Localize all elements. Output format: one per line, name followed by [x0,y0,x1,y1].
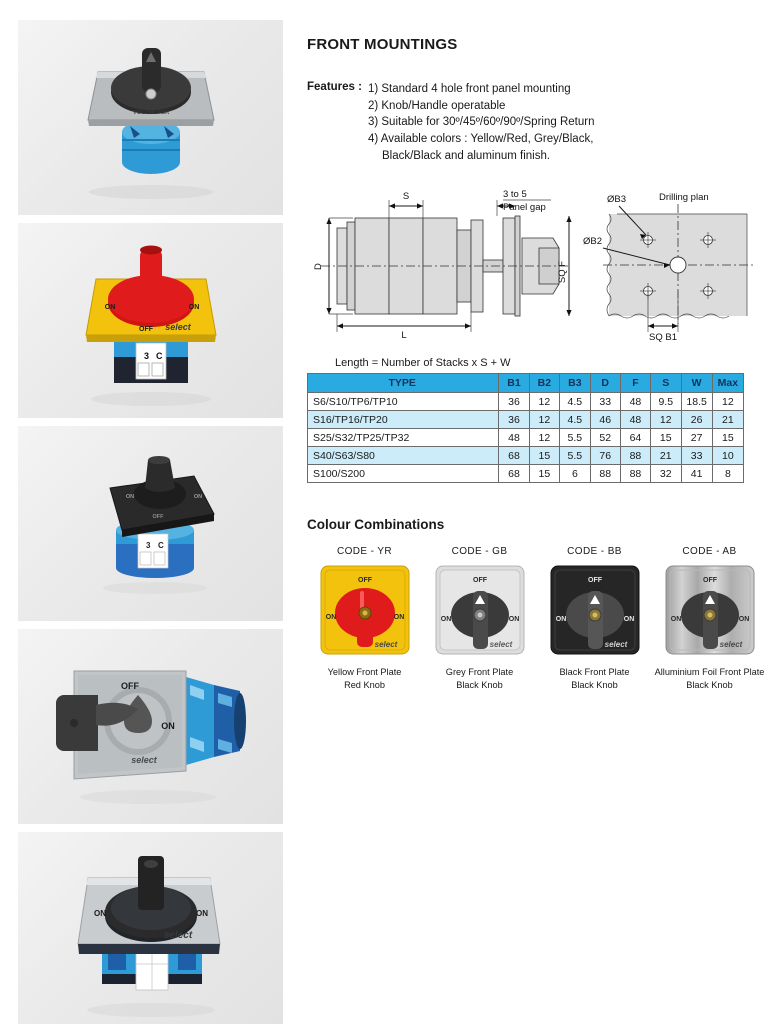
colour-combinations-row [307,546,767,691]
cell-b3: 4.5 [560,411,591,429]
svg-text:ON: ON [440,616,451,624]
svg-text:3: 3 [146,541,151,550]
colour-code-bb: CODE - BB [567,546,622,558]
svg-text:select: select [165,322,191,332]
feature-item-2: 2) Knob/Handle operatable [367,99,506,112]
cell-type: S16/TP16/TP20 [308,411,499,429]
features-list [368,81,595,164]
cell-d: 46 [590,411,620,429]
product-photo-4 [18,629,283,824]
colour-code-ab: CODE - AB [682,546,737,558]
svg-text:OFF: OFF [139,326,153,333]
product-photo-1 [18,20,283,215]
feature-item-1: 1) Standard 4 hole front panel mounting [367,83,571,95]
feature-item-4: 4) Available colors : Yellow/Red, Grey/Black, [367,133,594,146]
svg-text:ON: ON [325,614,336,622]
product-photo-5 [18,832,283,1024]
table-row [308,393,744,411]
cell-s: 21 [651,447,682,465]
cell-s: 32 [651,465,682,483]
cell-d: 33 [590,393,620,411]
col-header-d: D [590,374,620,393]
col-header-type: TYPE [308,374,499,393]
caption-line-1: Grey Front Plate [445,667,514,678]
cell-b3: 5.5 [560,429,591,447]
content-column [307,0,767,691]
table-row [308,429,744,447]
col-header-f: F [620,374,650,393]
svg-text:ON: ON [104,304,116,311]
colour-code-gb: CODE - GB [451,546,508,558]
cell-s: 9.5 [651,393,682,411]
product-photo-3 [18,426,283,621]
cell-type: S6/S10/TP6/TP10 [308,393,499,411]
colour-swatch-gb [433,563,527,657]
svg-text:3: 3 [144,351,150,361]
cell-max: 12 [712,393,743,411]
svg-text:ON: ON [738,616,749,624]
cell-d: 76 [590,447,620,465]
cell-s: 15 [651,429,682,447]
svg-text:ON: ON [193,494,203,500]
dim-label-b2: ØB2 [583,236,603,248]
cell-type: S25/S32/TP25/TP32 [308,429,499,447]
svg-text:select: select [604,640,627,650]
dim-label-d: D [313,263,324,271]
cell-w: 18.5 [681,393,712,411]
caption-line-2: Black Knob [456,679,503,690]
cell-max: 10 [712,447,743,465]
table-row [308,411,744,429]
dim-label-s: S [402,191,410,203]
cell-b2: 15 [529,465,559,483]
cell-f: 64 [620,429,650,447]
dim-label-panel-gap-top: 3 to 5 [503,189,527,201]
cell-f: 48 [620,411,650,429]
cell-w: 27 [681,429,712,447]
product-photo-column [18,20,283,1024]
cell-type: S100/S200 [308,465,499,483]
svg-text:select: select [374,640,397,650]
length-formula-note: Length = Number of Stacks x S + W [335,357,511,370]
caption-line-1: Yellow Front Plate [327,667,402,678]
colour-item-bb [537,546,652,691]
dim-label-b3: ØB3 [607,194,627,206]
cell-d: 52 [590,429,620,447]
col-header-b3: B3 [560,374,591,393]
svg-text:OFF: OFF [152,514,164,520]
cell-d: 88 [590,465,620,483]
cell-max: 15 [712,429,743,447]
cell-b3: 6 [560,465,591,483]
colour-item-yr [307,546,422,691]
cell-s: 12 [651,411,682,429]
col-header-max: Max [712,374,743,393]
svg-text:C: C [158,541,164,550]
svg-text:ON: ON [508,616,519,624]
table-header-row [308,374,744,393]
colour-item-ab [652,546,767,691]
cell-b2: 12 [529,429,559,447]
colour-swatch-bb [548,563,642,657]
caption-line-1: Black Front Plate [559,667,630,678]
cell-f: 88 [620,447,650,465]
colour-item-gb [422,546,537,691]
table-row [308,465,744,483]
svg-text:ON: ON [188,304,200,311]
svg-text:select: select [719,640,742,650]
dim-label-sqf: SQ F [557,261,568,284]
cell-b2: 12 [529,393,559,411]
cell-b1: 48 [499,429,529,447]
technical-drawing-group [307,186,767,370]
cell-b1: 68 [499,447,529,465]
caption-line-2: Black Knob [571,679,618,690]
specification-table [307,373,744,483]
cell-b2: 12 [529,411,559,429]
product-photo-2 [18,223,283,418]
col-header-s: S [651,374,682,393]
colour-caption-bb [537,666,652,691]
col-header-b1: B1 [499,374,529,393]
svg-text:OFF: OFF [121,681,139,691]
cell-b2: 15 [529,447,559,465]
svg-text:ON: ON [393,614,404,622]
colour-caption-ab [652,666,767,691]
page-title: FRONT MOUNTINGS [307,36,458,53]
cell-b3: 5.5 [560,447,591,465]
svg-text:OFF: OFF [587,577,602,585]
svg-text:select: select [489,640,512,650]
svg-text:OFF: OFF [357,577,372,585]
cell-b1: 36 [499,411,529,429]
table-row [308,447,744,465]
features-block [307,81,767,164]
dim-label-sqb1: SQ B1 [649,332,677,344]
dim-label-panel-gap: Panel gap [503,202,546,214]
cell-w: 41 [681,465,712,483]
cell-f: 48 [620,393,650,411]
svg-text:ON: ON [161,721,175,731]
colour-code-yr: CODE - YR [336,546,393,558]
svg-text:ON: ON [555,616,566,624]
svg-text:VOLTMETER: VOLTMETER [132,110,170,116]
cell-b1: 68 [499,465,529,483]
dimensional-drawing [307,186,767,351]
svg-text:OFF: OFF [702,577,717,585]
colour-swatch-yr [318,563,412,657]
cell-f: 88 [620,465,650,483]
svg-text:ON: ON [670,616,681,624]
svg-text:OFF: OFF [472,577,487,585]
cell-max: 21 [712,411,743,429]
specification-table-wrap [307,373,767,483]
svg-text:ON: ON [196,909,208,918]
caption-line-2: Red Knob [344,679,385,690]
col-header-w: W [681,374,712,393]
drilling-plan-title: Drilling plan [659,192,709,204]
svg-text:select: select [163,930,193,941]
feature-item-3: 3) Suitable for 30º/45º/60º/90º/Spring Return [367,116,595,129]
svg-text:ON: ON [125,494,135,500]
colour-caption-gb [422,666,537,691]
caption-line-1: Alluminium Foil Front Plate [654,667,765,678]
cell-w: 33 [681,447,712,465]
cell-max: 8 [712,465,743,483]
feature-item-4-cont: Black/Black and aluminum finish. [381,149,551,162]
cell-b3: 4.5 [560,393,591,411]
colour-swatch-ab [663,563,757,657]
caption-line-2: Black Knob [686,679,733,690]
svg-text:ON: ON [623,616,634,624]
svg-text:C: C [156,351,163,361]
colour-caption-yr [307,666,422,691]
features-label: Features : [307,81,362,93]
svg-text:select: select [131,755,157,765]
colour-combinations-title: Colour Combinations [307,517,445,533]
cell-w: 26 [681,411,712,429]
dim-label-l: L [401,330,407,342]
col-header-b2: B2 [529,374,559,393]
svg-text:ON: ON [94,909,106,918]
cell-type: S40/S63/S80 [308,447,499,465]
cell-b1: 36 [499,393,529,411]
